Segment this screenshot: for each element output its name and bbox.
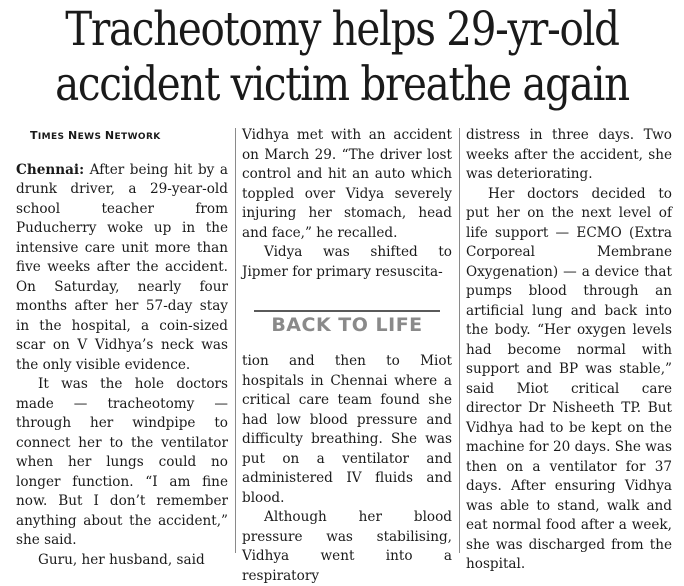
subhead-top-rule (254, 310, 440, 312)
column-rule-right (459, 128, 460, 553)
paragraph: It was the hole doctors made — tracheotomy — through her windpipe to connect her to the ventilator when her lungs could no longer function. “I am fine now. But I don’t remember anything about the accident,” she said. (16, 376, 228, 548)
headline-line-2: accident victim breathe again (55, 57, 629, 112)
column-2-top (242, 126, 452, 282)
column-rule-left (235, 128, 236, 553)
headline-line-1: Tracheotomy helps 29-yr-old (65, 2, 619, 57)
subhead: BACK TO LIFE (271, 314, 423, 336)
paragraph: Vidya was shifted to Jipmer for primary resuscita- (242, 244, 452, 280)
subhead-box (236, 310, 458, 340)
paragraph: Although her blood pressure was stabilising, Vidhya went into a respiratory (242, 509, 452, 584)
paragraph: Guru, her husband, said (38, 551, 205, 568)
headline (48, 2, 636, 112)
column-3 (466, 126, 672, 575)
column-1 (16, 126, 228, 570)
dateline: Chennai: (16, 161, 85, 178)
paragraph: tion and then to Miot hospitals in Chennai where a critical care team found she had low blood pressure and difficulty breathing. She was put on a ventilator and administered IV fluids and blood. (242, 353, 452, 506)
paragraph: Her doctors decided to put her on the next level of life support — ECMO (Extra Corporeal Membrane Oxygenation) — a device that pumps blood through an artificial lung and back into the body. “Her oxygen levels had become normal with support and BP was stable,” said Miot critical care director Dr Nisheeth TP. But Vidhya had to be kept on the machine for 20 days. She was then on a ventilator for 37 days. After ensuring Vidhya was able to stand, walk and eat normal food after a week, she was discharged from the hospital. (466, 185, 672, 572)
paragraph: Vidhya met with an accident on March 29. “The driver lost control and hit an auto which toppled over Vidya severely injuring her stomach, head and face,” he recalled. (242, 127, 452, 241)
paragraph: distress in three days. Two weeks after the accident, she was deteriorating. (466, 127, 672, 182)
column-2-bottom (242, 352, 452, 586)
lead-paragraph (16, 161, 228, 376)
lead-text: After being hit by a drunk driver, a 29-year-old school teacher from Puducherry woke up in the intensive care unit more than five weeks after the accident. On Saturday, nearly four months after her 57-day stay in the hospital, a coin-sized scar on V Vidhya’s neck was the only visible evidence. (16, 161, 228, 373)
byline: TIMES NEWS NETWORK (30, 129, 161, 142)
